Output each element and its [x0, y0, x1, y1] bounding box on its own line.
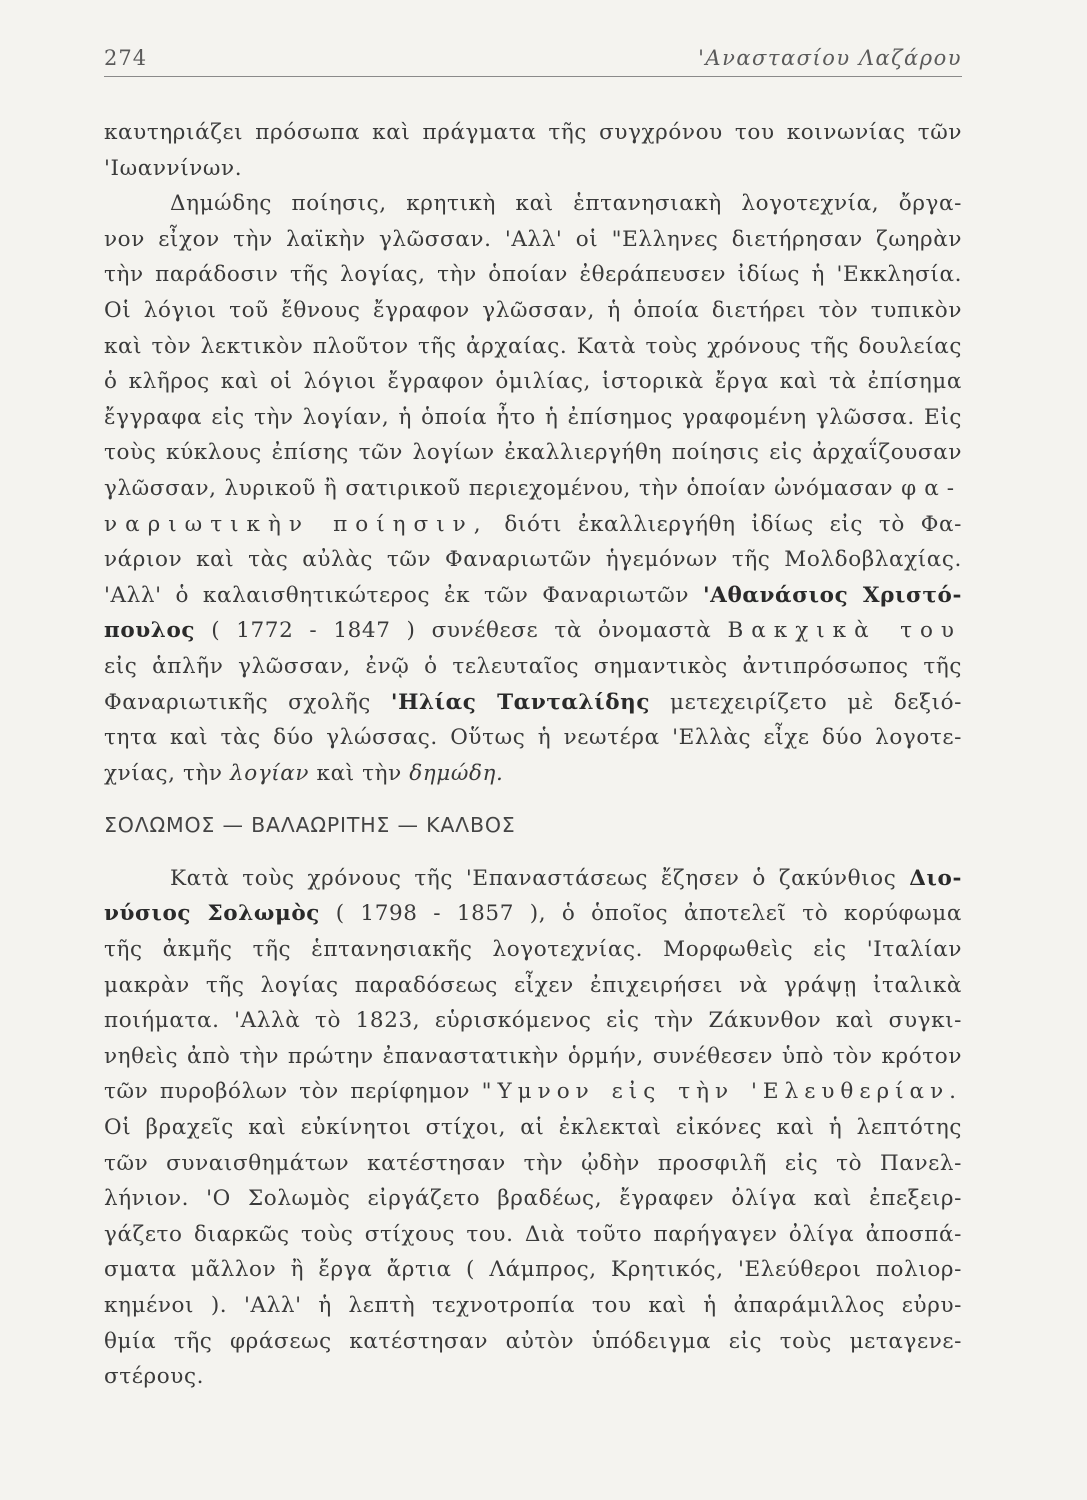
text-line: [104, 756, 962, 792]
text-line: σματα μᾶλλον ἢ ἔργα ἄρτια ( Λάμπρος, Κρητικός, 'Ελεύθεροι πολιορ-: [104, 1257, 962, 1283]
italic-term: λογίαν: [230, 760, 310, 786]
text-line: [104, 1074, 962, 1110]
text-line: νάριον καὶ τὰς αὐλὰς τῶν Φαναριωτῶν ἡγεμόνων τῆς Μολδοβλαχίας.: [104, 547, 962, 573]
text-line: [104, 578, 962, 614]
text-line: τῶν συναισθημάτων κατέστησαν τὴν ᾠδὴν προσφιλῆ εἰς τὸ Πανελ-: [104, 1150, 962, 1176]
spaced-term: φα-: [901, 475, 962, 501]
text-line: τητα καὶ τὰς δύο γλώσσας. Οὕτως ἡ νεωτέρα 'Ελλὰς εἶχε δύο λογοτε-: [104, 725, 962, 751]
bold-name: 'Ηλίας Τανταλίδης: [390, 689, 651, 715]
text-segment: τῶν πυροβόλων τὸν περίφημον: [104, 1079, 471, 1105]
italic-term: δημώδη.: [409, 760, 504, 786]
text-line: καὶ τὸν λεκτικὸν πλοῦτον τῆς ἀρχαίας. Κατὰ τοὺς χρόνους τῆς δουλείας: [104, 333, 962, 359]
text-line: κημένοι ). 'Αλλ' ἡ λεπτὴ τεχνοτροπία του καὶ ἡ ἀπαράμιλλος εὐρυ-: [104, 1293, 962, 1318]
page-header: [104, 46, 962, 77]
paragraph-2: [104, 186, 962, 791]
text-segment: μετεχειρίζετο μὲ δεξιό-: [670, 689, 963, 715]
text-line: εἰς ἁπλῆν γλῶσσαν, ἐνῷ ὁ τελευταῖος σημαντικὸς ἀντιπρόσωπος τῆς: [104, 653, 962, 679]
bold-name: Διο-: [909, 865, 962, 891]
paragraph-3: [104, 861, 962, 1395]
text-line: Οἱ βραχεῖς καὶ εὐκίνητοι στίχοι, αἱ ἐκλεκταὶ εἰκόνες καὶ ἡ λεπτότης: [104, 1115, 962, 1141]
spaced-term: "Υμνον εἰς τὴν 'Ελευθερίαν.: [481, 1079, 962, 1105]
text-line: [104, 613, 962, 649]
text-line: Οἱ λόγιοι τοῦ ἔθνους ἔγραφον γλῶσσαν, ἡ ὁποία διετήρει τὸν τυπικὸν: [104, 297, 962, 323]
text-segment: Κατὰ τοὺς χρόνους τῆς 'Επαναστάσεως ἔζησεν ὁ ζακύνθιος: [170, 865, 897, 891]
text-line: λήνιον. 'Ο Σολωμὸς εἰργάζετο βραδέως, ἔγραφεν ὀλίγα καὶ ἐπεξειρ-: [104, 1186, 962, 1212]
text-segment: 'Αλλ' ὁ καλαισθητικώτερος ἐκ τῶν Φαναριωτῶν: [104, 582, 690, 608]
text-line: γάζετο διαρκῶς τοὺς στίχους του. Διὰ τοῦτο παρήγαγεν ὀλίγα ἀποσπά-: [104, 1221, 962, 1247]
text-line: τῆς ἀκμῆς τῆς ἑπτανησιακῆς λογοτεχνίας. Μορφωθεὶς εἰς 'Ιταλίαν: [104, 937, 962, 963]
running-head: 'Αναστασίου Λαζάρου: [698, 46, 962, 70]
page-body: [104, 115, 962, 1395]
text-line: τοὺς κύκλους ἐπίσης τῶν λογίων ἐκαλλιεργήθη ποίησις εἰς ἀρχαΐζουσαν: [104, 440, 962, 466]
paragraph-1: [104, 115, 962, 186]
text-segment: διότι ἐκαλλιεργήθη ἰδίως εἰς τὸ Φα-: [504, 511, 962, 537]
text-line: [104, 471, 962, 507]
text-line: θμία τῆς φράσεως κατέστησαν αὐτὸν ὑπόδειγμα εἰς τοὺς μεταγενε-: [104, 1328, 962, 1354]
text-line: [104, 507, 962, 543]
page-number: 274: [104, 46, 148, 70]
text-line: 'Ιωαννίνων.: [104, 155, 243, 181]
spaced-term: ναριωτικὴν ποίησιν,: [104, 511, 489, 537]
text-line: ὁ κλῆρος καὶ οἱ λόγιοι ἔγραφον ὁμιλίας, ἱστορικὰ ἔργα καὶ τὰ ἐπίσημα: [104, 369, 962, 395]
bold-name: 'Αθανάσιος Χριστό-: [702, 582, 962, 608]
text-line: στέρους.: [104, 1364, 205, 1390]
text-line: νον εἶχον τὴν λαϊκὴν γλῶσσαν. 'Αλλ' οἱ "Ελληνες διετήρησαν ζωηρὰν: [104, 226, 962, 252]
text-segment: γλῶσσαν, λυρικοῦ ἢ σατιρικοῦ περιεχομένου, τὴν ὁποίαν ὠνόμασαν: [104, 475, 894, 501]
text-line: [104, 861, 962, 897]
text-line: νηθεὶς ἀπὸ τὴν πρώτην ἐπαναστατικὴν ὁρμήν, συνέθεσεν ὑπὸ τὸν κρότον: [104, 1043, 962, 1069]
text-line: μακρὰν τῆς λογίας παραδόσεως εἶχεν ἐπιχειρήσει νὰ γράψῃ ἰταλικὰ: [104, 972, 962, 998]
bold-name: νύσιος Σολωμὸς: [104, 901, 320, 927]
text-line: ποιήματα. 'Αλλὰ τὸ 1823, εὑρισκόμενος εἰς τὴν Ζάκυνθον καὶ συγκι-: [104, 1008, 962, 1034]
text-segment: ( 1772 - 1847 ) συνέθεσε τὰ ὀνομαστὰ: [211, 618, 712, 644]
bold-name: πουλος: [104, 618, 196, 644]
text-segment: χνίας, τὴν: [104, 760, 223, 786]
text-line: τὴν παράδοσιν τῆς λογίας, τὴν ὁποίαν ἐθεράπευσεν ἰδίως ἡ 'Εκκλησία.: [104, 262, 962, 288]
text-line: [104, 685, 962, 721]
text-line: [104, 896, 962, 932]
text-segment: καὶ τὴν: [316, 760, 402, 786]
text-line: Δημώδης ποίησις, κρητικὴ καὶ ἑπτανησιακὴ λογοτεχνία, ὄργα-: [170, 191, 962, 217]
text-line: ἔγγραφα εἰς τὴν λογίαν, ἡ ὁποία ἦτο ἡ ἐπίσημος γραφομένη γλῶσσα. Εἰς: [104, 404, 962, 430]
text-segment: Φαναριωτικῆς σχολῆς: [104, 689, 371, 715]
text-segment: ( 1798 - 1857 ), ὁ ὁποῖος ἀποτελεῖ τὸ κορύφωμα: [335, 901, 962, 927]
spaced-term: Βακχικὰ του: [727, 618, 963, 644]
text-line: καυτηριάζει πρόσωπα καὶ πράγματα τῆς συγχρόνου του κοινωνίας τῶν: [104, 120, 962, 145]
section-heading: ΣΟΛΩΜΟΣ — ΒΑΛΑΩΡΙΤΗΣ — ΚΑΛΒΟΣ: [104, 813, 516, 838]
